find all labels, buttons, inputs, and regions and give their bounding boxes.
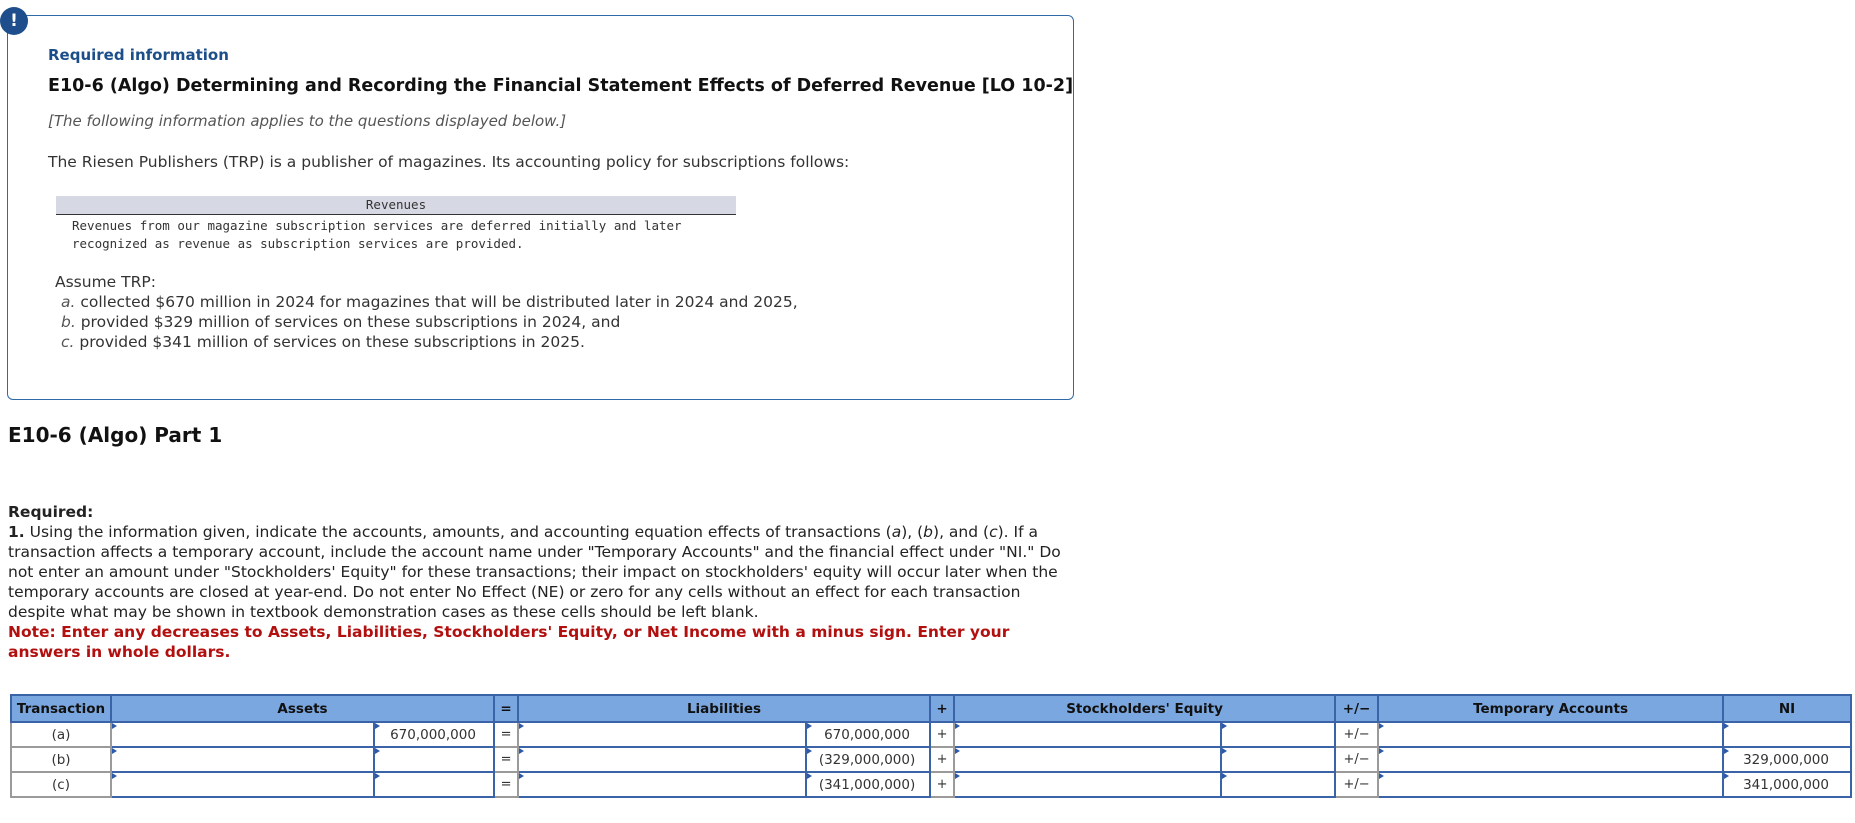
- ni-amount-input[interactable]: [1723, 722, 1851, 747]
- required-text-part: ), (: [901, 523, 924, 541]
- cell-value: [661, 727, 663, 743]
- transaction-label: (c): [11, 772, 111, 797]
- cell-value: [1786, 727, 1788, 743]
- assets-account-input[interactable]: [111, 772, 374, 797]
- cell-value: (329,000,000): [818, 751, 916, 768]
- assets-account-input[interactable]: [111, 747, 374, 772]
- equals-sign: =: [494, 747, 518, 772]
- se-account-input[interactable]: [954, 772, 1221, 797]
- cell-value: [242, 777, 244, 793]
- assumption-text: collected $670 million in 2024 for magazines that will be distributed later in 2024 and 2025,: [80, 293, 798, 311]
- required-number: 1.: [8, 523, 25, 541]
- required-text-part: ). If a transaction affects a temporary account, include the account name under "Temporary Accounts" and the financial effect under "NI." Do not enter an amount under "Stockholders' Equity" for these transactions; their impact on stockholders' equity will occur later when the temporary accounts are closed at year-end. Do not enter No Effect (NE) or zero for any cells without an effect for each transaction despite what may be shown in textbook demonstration cases as these cells should be left blank.: [8, 523, 1061, 621]
- cell-value: [242, 727, 244, 743]
- header-ni: NI: [1723, 695, 1851, 722]
- header-plus: +: [930, 695, 954, 722]
- assumption-item: [55, 332, 798, 352]
- required-instructions: [8, 502, 1068, 662]
- cell-value: [1277, 777, 1279, 793]
- answer-table: [10, 694, 1852, 798]
- cell-value: 341,000,000: [1743, 776, 1829, 793]
- required-heading: Required:: [8, 503, 94, 521]
- plus-sign: +: [930, 747, 954, 772]
- required-info-heading: Required information: [48, 46, 229, 64]
- cell-value: (341,000,000): [818, 776, 916, 793]
- assets-account-input[interactable]: [111, 722, 374, 747]
- assumption-letter: b.: [61, 313, 76, 331]
- plus-sign: +: [930, 772, 954, 797]
- required-text-part: ), and (: [933, 523, 990, 541]
- header-plus-minus: +/−: [1335, 695, 1378, 722]
- policy-header: Revenues: [56, 196, 736, 215]
- cell-value: [1550, 777, 1552, 793]
- header-liabilities: Liabilities: [518, 695, 930, 722]
- cell-value: [1277, 727, 1279, 743]
- cell-value: 670,000,000: [390, 726, 476, 743]
- transaction-label: (b): [11, 747, 111, 772]
- exercise-title: E10-6 (Algo) Determining and Recording the Financial Statement Effects of Deferred Revenue [LO 10-2]: [48, 76, 1074, 96]
- required-text-part: c: [989, 523, 998, 541]
- temporary-account-input[interactable]: [1378, 747, 1723, 772]
- header-temporary-accounts: Temporary Accounts: [1378, 695, 1723, 722]
- temporary-account-input[interactable]: [1378, 722, 1723, 747]
- required-text-part: Using the information given, indicate the accounts, amounts, and accounting equation effects of transactions (: [29, 523, 892, 541]
- assets-amount-input[interactable]: [374, 747, 494, 772]
- assumption-item: [55, 292, 798, 312]
- table-header-row: [11, 695, 1851, 722]
- liabilities-account-input[interactable]: [518, 747, 806, 772]
- assume-label: Assume TRP:: [55, 273, 156, 291]
- cell-value: [433, 777, 435, 793]
- liabilities-amount-input[interactable]: [806, 722, 930, 747]
- header-assets: Assets: [111, 695, 494, 722]
- header-transaction: Transaction: [11, 695, 111, 722]
- assumption-letter: c.: [61, 333, 75, 351]
- alert-icon: !: [0, 7, 28, 35]
- se-account-input[interactable]: [954, 747, 1221, 772]
- ni-amount-input[interactable]: [1723, 747, 1851, 772]
- plus-minus-sign: +/−: [1335, 722, 1378, 747]
- cell-value: [1087, 727, 1089, 743]
- table-row: [11, 747, 1851, 772]
- se-amount-input[interactable]: [1221, 772, 1335, 797]
- plus-minus-sign: +/−: [1335, 772, 1378, 797]
- policy-table: [56, 196, 736, 252]
- assets-amount-input[interactable]: [374, 722, 494, 747]
- plus-sign: +: [930, 722, 954, 747]
- table-row: [11, 722, 1851, 747]
- temporary-account-input[interactable]: [1378, 772, 1723, 797]
- equals-sign: =: [494, 722, 518, 747]
- required-note: Note: Enter any decreases to Assets, Liabilities, Stockholders' Equity, or Net Income with a minus sign. Enter your answers in whole dollars.: [8, 623, 1010, 661]
- table-row: [11, 772, 1851, 797]
- liabilities-amount-input[interactable]: [806, 747, 930, 772]
- equals-sign: =: [494, 772, 518, 797]
- se-amount-input[interactable]: [1221, 722, 1335, 747]
- cell-value: [1550, 727, 1552, 743]
- header-equals: =: [494, 695, 518, 722]
- policy-text: Revenues from our magazine subscription services are deferred initially and later recognized as revenue as subscription services are provided.: [72, 218, 682, 251]
- header-stockholders-equity: Stockholders' Equity: [954, 695, 1335, 722]
- liabilities-account-input[interactable]: [518, 772, 806, 797]
- cell-value: [661, 752, 663, 768]
- required-text-part: a: [891, 523, 902, 541]
- part-title: E10-6 (Algo) Part 1: [8, 423, 223, 447]
- assumption-item: [55, 312, 798, 332]
- assumption-text: provided $341 million of services on these subscriptions in 2025.: [79, 333, 585, 351]
- cell-value: [242, 752, 244, 768]
- transaction-label: (a): [11, 722, 111, 747]
- plus-minus-sign: +/−: [1335, 747, 1378, 772]
- assumption-letter: a.: [61, 293, 76, 311]
- cell-value: [661, 777, 663, 793]
- required-text: [8, 522, 1068, 622]
- liabilities-account-input[interactable]: [518, 722, 806, 747]
- assumptions: [55, 272, 798, 352]
- ni-amount-input[interactable]: [1723, 772, 1851, 797]
- cell-value: [1087, 777, 1089, 793]
- exercise-subtitle: [The following information applies to the questions displayed below.]: [48, 112, 567, 130]
- required-text-part: b: [923, 523, 934, 541]
- assets-amount-input[interactable]: [374, 772, 494, 797]
- cell-value: 329,000,000: [1743, 751, 1829, 768]
- cell-value: [433, 752, 435, 768]
- assumption-text: provided $329 million of services on these subscriptions in 2024, and: [80, 313, 621, 331]
- liabilities-amount-input[interactable]: [806, 772, 930, 797]
- cell-value: 670,000,000: [824, 726, 910, 743]
- cell-value: [1550, 752, 1552, 768]
- se-amount-input[interactable]: [1221, 747, 1335, 772]
- cell-value: [1087, 752, 1089, 768]
- se-account-input[interactable]: [954, 722, 1221, 747]
- cell-value: [1277, 752, 1279, 768]
- intro-text: The Riesen Publishers (TRP) is a publisher of magazines. Its accounting policy for subscriptions follows:: [48, 153, 850, 171]
